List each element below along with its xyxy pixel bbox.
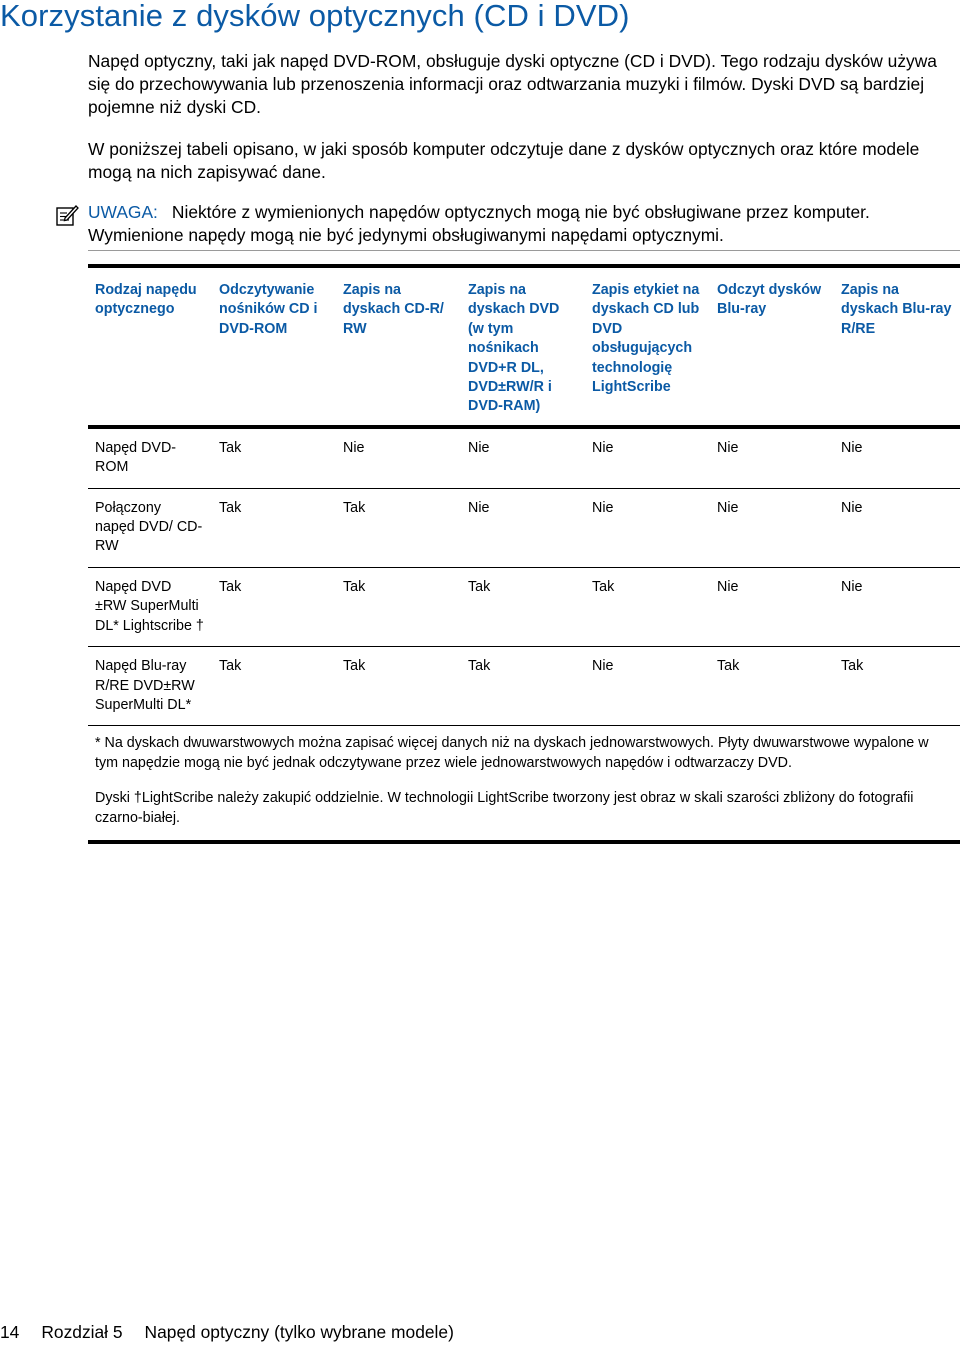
note-divider xyxy=(88,250,960,251)
table-cell: Nie xyxy=(717,439,739,456)
header-write-bluray: Zapis na dyskach Blu-ray R/RE xyxy=(841,282,952,337)
table-cell: Nie xyxy=(841,578,863,595)
table-cell: Nie xyxy=(468,499,490,516)
table-cell: Napęd DVD ±RW SuperMulti DL* Lightscribe † xyxy=(95,578,204,634)
table-cell: Napęd DVD-ROM xyxy=(95,439,177,476)
table-cell: Tak xyxy=(219,578,242,595)
table-cell: Nie xyxy=(841,499,863,516)
table-row xyxy=(88,567,960,646)
header-drive-type: Rodzaj napędu optycznego xyxy=(95,282,197,318)
table-cell: Tak xyxy=(468,578,491,595)
note-body: Niektóre z wymienionych napędów optycznych mogą nie być obsługiwane przez komputer. Wymienione napędy mogą nie być jedynymi obsługiwanymi napędami optycznymi. xyxy=(88,202,870,245)
table-cell: Nie xyxy=(717,578,739,595)
table-row xyxy=(88,488,960,567)
table-cell: Tak xyxy=(841,658,864,675)
table-cell: Nie xyxy=(841,439,863,456)
table-cell: Tak xyxy=(468,658,491,675)
table-cell: Tak xyxy=(219,439,242,456)
optical-drives-table xyxy=(88,264,960,844)
table-row xyxy=(88,427,960,488)
table-cell: Nie xyxy=(717,499,739,516)
note-label: UWAGA: xyxy=(88,202,158,222)
header-write-cd: Zapis na dyskach CD-R/ RW xyxy=(343,282,444,337)
footnote-dual-layer: * Na dyskach dwuwarstwowych można zapisać więcej danych niż na dyskach jednowarstwowych. Płyty dwuwarstwowe wypalone w tym napędzie mogą nie być jednak odczytywane przez wiele jednowarstwowych napędów i odtwarzaczy DVD. xyxy=(95,735,929,771)
header-read-bluray: Odczyt dysków Blu-ray xyxy=(717,282,822,318)
table-cell: Tak xyxy=(592,578,615,595)
table-header-row xyxy=(88,266,960,427)
table-row xyxy=(88,647,960,726)
table-cell: Nie xyxy=(592,499,614,516)
table-cell: Tak xyxy=(343,499,366,516)
header-read-cd-dvd: Odczytywanie nośników CD i DVD-ROM xyxy=(219,282,318,337)
header-write-dvd: Zapis na dyskach DVD (w tym nośnikach DVD+R DL, DVD±RW/R i DVD-RAM) xyxy=(468,282,560,415)
table-cell: Tak xyxy=(717,658,740,675)
table-cell: Tak xyxy=(343,578,366,595)
table-cell: Połączony napęd DVD/ CD-RW xyxy=(95,499,203,555)
intro-paragraph: Napęd optyczny, taki jak napęd DVD-ROM, obsługuje dyski optyczne (CD i DVD). Tego rodzaju dysków używa się do przechowywania lub przenoszenia informacji oraz odtwarzania muzyki i filmów. Dyski DVD są bardziej pojemne niż dyski CD. xyxy=(88,51,937,117)
chapter-label: Rozdział 5 xyxy=(41,1322,123,1342)
note-box xyxy=(55,201,960,252)
table-cell: Nie xyxy=(468,439,490,456)
note-pencil-icon xyxy=(55,203,79,227)
table-cell: Napęd Blu-ray R/RE DVD±RW SuperMulti DL* xyxy=(95,658,195,713)
note-text xyxy=(88,201,960,247)
table-cell: Nie xyxy=(343,439,365,456)
table-cell: Nie xyxy=(592,439,614,456)
table-footnotes xyxy=(88,726,960,842)
header-lightscribe: Zapis etykiet na dyskach CD lub DVD obsługujących technologię LightScribe xyxy=(592,282,700,396)
table-intro-paragraph: W poniższej tabeli opisano, w jaki sposób komputer odczytuje dane z dysków optycznych oraz które modele mogą na nich zapisywać dane. xyxy=(88,139,920,182)
footnote-lightscribe: Dyski †LightScribe należy zakupić oddzielnie. W technologii LightScribe tworzony jest obraz w skali szarości zbliżony do fotografii czarno-białej. xyxy=(95,790,914,826)
table-cell: Nie xyxy=(592,658,614,675)
table-cell: Tak xyxy=(219,658,242,675)
table-footnotes-row xyxy=(88,726,960,842)
page-footer xyxy=(0,1322,454,1343)
page-number: 14 xyxy=(0,1322,20,1342)
table-cell: Tak xyxy=(343,658,366,675)
table-cell: Tak xyxy=(219,499,242,516)
page-title: Korzystanie z dysków optycznych (CD i DVD) xyxy=(0,0,630,33)
chapter-title: Napęd optyczny (tylko wybrane modele) xyxy=(144,1322,454,1342)
